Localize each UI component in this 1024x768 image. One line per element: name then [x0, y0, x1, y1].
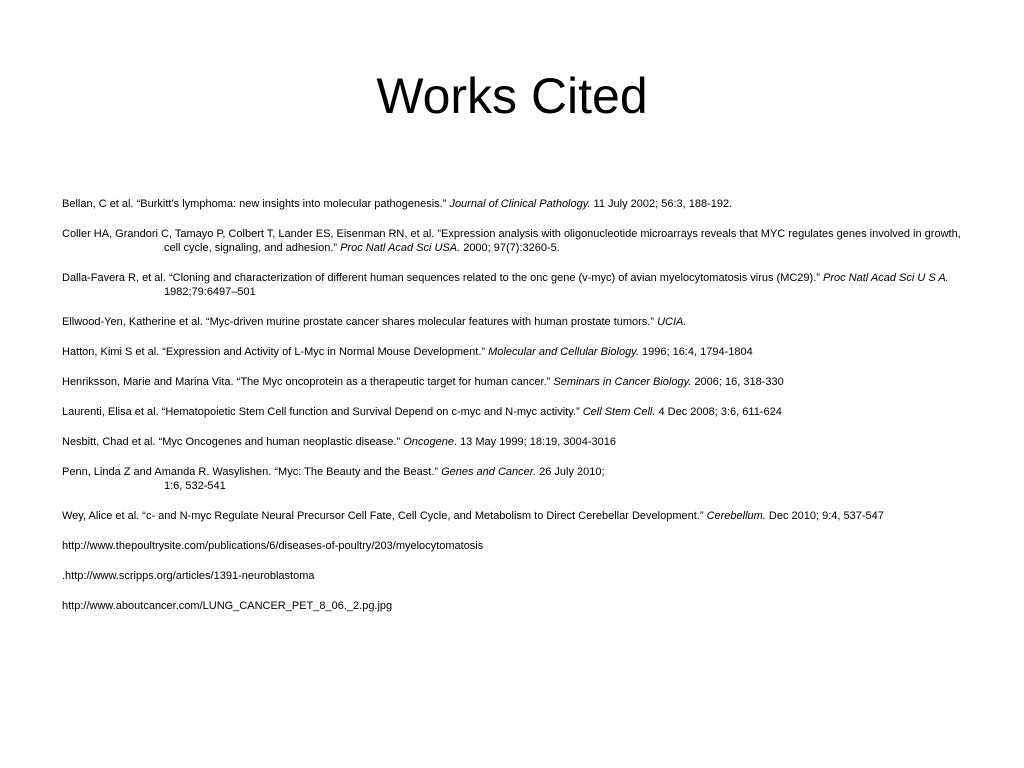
reference-text: .http://www.scripps.org/articles/1391-neuroblastoma — [62, 570, 315, 582]
reference-item — [62, 315, 962, 329]
reference-details: . 13 May 1999; 18:19, 3004-3016 — [453, 436, 617, 448]
reference-journal: Molecular and Cellular Biology. — [488, 346, 639, 358]
reference-text: Nesbitt, Chad et al. “Myc Oncogenes and human neoplastic disease.” — [62, 436, 404, 448]
reference-details: Dec 2010; 9:4, 537-547 — [765, 510, 884, 522]
reference-item — [62, 435, 962, 449]
reference-text: Henriksson, Marie and Marina Vita. “The Myc oncoprotein as a therapeutic target for human cancer.” — [62, 376, 554, 388]
reference-journal: Oncogene — [403, 436, 454, 448]
references-list — [62, 197, 962, 629]
reference-details: 26 July 2010; — [536, 466, 605, 478]
reference-text: http://www.aboutcancer.com/LUNG_CANCER_PET_8_06._2.pg.jpg — [62, 600, 393, 612]
reference-text: Wey, Alice et al. “c- and N-myc Regulate Neural Precursor Cell Fate, Cell Cycle, and Metabolism to Direct Cerebellar Development.” — [62, 510, 707, 522]
reference-item — [62, 271, 962, 299]
reference-item — [62, 227, 962, 255]
reference-journal: Genes and Cancer. — [441, 466, 537, 478]
reference-details: 1982;79:6497–501 — [164, 286, 256, 298]
reference-journal: Seminars in Cancer Biology. — [553, 376, 692, 388]
reference-item — [62, 197, 962, 211]
reference-url — [62, 539, 962, 553]
reference-item — [62, 509, 962, 523]
reference-item — [62, 405, 962, 419]
reference-url — [62, 569, 962, 583]
reference-text: Bellan, C et al. “Burkitt’s lymphoma: new insights into molecular pathogenesis.” — [62, 198, 450, 210]
reference-item — [62, 375, 962, 389]
reference-journal: Cerebellum. — [706, 510, 766, 522]
reference-text: Dalla-Favera R, et al. “Cloning and characterization of different human sequences related to the onc gene (v-myc) of avian myelocytomatosis virus (MC29).” — [62, 272, 823, 284]
reference-details: 1996; 16:4, 1794-1804 — [638, 346, 753, 358]
reference-url — [62, 599, 962, 613]
reference-text: Hatton, Kimi S et al. “Expression and Activity of L-Myc in Normal Mouse Development.” — [62, 346, 489, 358]
reference-continuation: 1:6, 532-541 — [164, 480, 226, 492]
reference-journal: Cell Stem Cell. — [582, 406, 656, 418]
slide-title: Works Cited — [376, 68, 648, 124]
reference-text: http://www.thepoultrysite.com/publications/6/diseases-of-poultry/203/myelocytomatosis — [62, 540, 484, 552]
reference-journal: Proc Natl Acad Sci USA. — [340, 242, 461, 254]
reference-journal: Journal of Clinical Pathology. — [449, 198, 591, 210]
reference-details: 4 Dec 2008; 3:6, 611-624 — [655, 406, 782, 418]
reference-item — [62, 345, 962, 359]
reference-journal: UCIA. — [657, 316, 687, 328]
reference-item — [62, 465, 962, 493]
reference-journal: Proc Natl Acad Sci U S A. — [822, 272, 949, 284]
reference-text: Penn, Linda Z and Amanda R. Wasylishen. “Myc: The Beauty and the Beast.” — [62, 466, 442, 478]
reference-details: 11 July 2002; 56:3, 188-192. — [590, 198, 733, 210]
reference-text: Coller HA, Grandori C, Tamayo P, Colbert T, Lander ES, Eisenman RN, et al. ”Expression analysis with oligonucleotide microarrays reveals that MYC regulates genes involved in growth, cell cycle, signaling, and adhesion.” — [62, 228, 961, 254]
reference-text: Ellwood-Yen, Katherine et al. “Myc-driven murine prostate cancer shares molecular features with human prostate tumors.” — [62, 316, 658, 328]
reference-details: 2000; 97(7):3260-5. — [460, 242, 560, 254]
reference-text: Laurenti, Elisa et al. “Hematopoietic Stem Cell function and Survival Depend on c-myc and N-myc activity.” — [62, 406, 583, 418]
reference-details: 2006; 16, 318-330 — [691, 376, 784, 388]
